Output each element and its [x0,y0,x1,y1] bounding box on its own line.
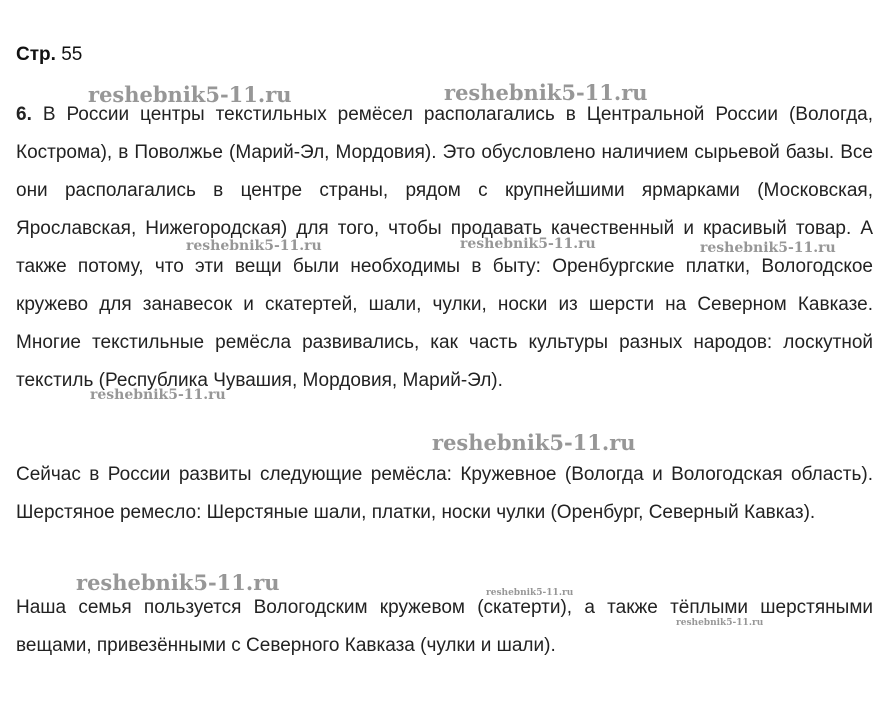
watermark: reshebnik5-11.ru [76,570,280,595]
watermark: reshebnik5-11.ru [700,240,836,256]
watermark: reshebnik5-11.ru [460,236,596,252]
watermark: reshebnik5-11.ru [432,430,636,455]
question-number: 6. [16,104,32,125]
page-header [16,44,82,66]
watermark: reshebnik5-11.ru [486,588,574,598]
paragraph-family [16,589,873,665]
paragraph-answer-6 [16,96,873,400]
watermark: reshebnik5-11.ru [90,387,226,403]
watermark: reshebnik5-11.ru [88,82,292,107]
page-number: 55 [61,44,83,65]
paragraph-crafts-today [16,456,873,532]
paragraph-text: В России центры текстильных ремёсел располагались в Центральной России (Вологда, Кострома), в Поволжье (Марий-Эл, Мордовия). Это обусловлено наличием сырьевой базы. Все они располагались в центре страны, рядом с крупнейшими ярмарками (Московская, Ярославская, Нижегородская) для того, чтобы продавать качественный и красивый товар. А также потому, что эти вещи были необходимы в быту: Оренбургские платки, Вологодское кружево для занавесок и скатертей, шали, чулки, носки из шерсти на Северном Кавказе. Многие текстильные ремёсла развивались, как часть культуры разных народов: лоскутной текстиль (Республика Чувашия, Мордовия, Марий-Эл). [16,104,873,391]
watermark: reshebnik5-11.ru [444,80,648,105]
paragraph-text: Наша семья пользуется Вологодским кружевом (скатерти), а также тёплыми шерстяными вещами, привезёнными с Северного Кавказа (чулки и шали). [16,597,873,656]
watermark: reshebnik5-11.ru [676,618,764,628]
paragraph-text: Сейчас в России развиты следующие ремёсла: Кружевное (Вологда и Вологодская область). Шерстяное ремесло: Шерстяные шали, платки, носки чулки (Оренбург, Северный Кавказ). [16,464,873,523]
page-label: Стр. [16,44,56,65]
watermark: reshebnik5-11.ru [186,238,322,254]
